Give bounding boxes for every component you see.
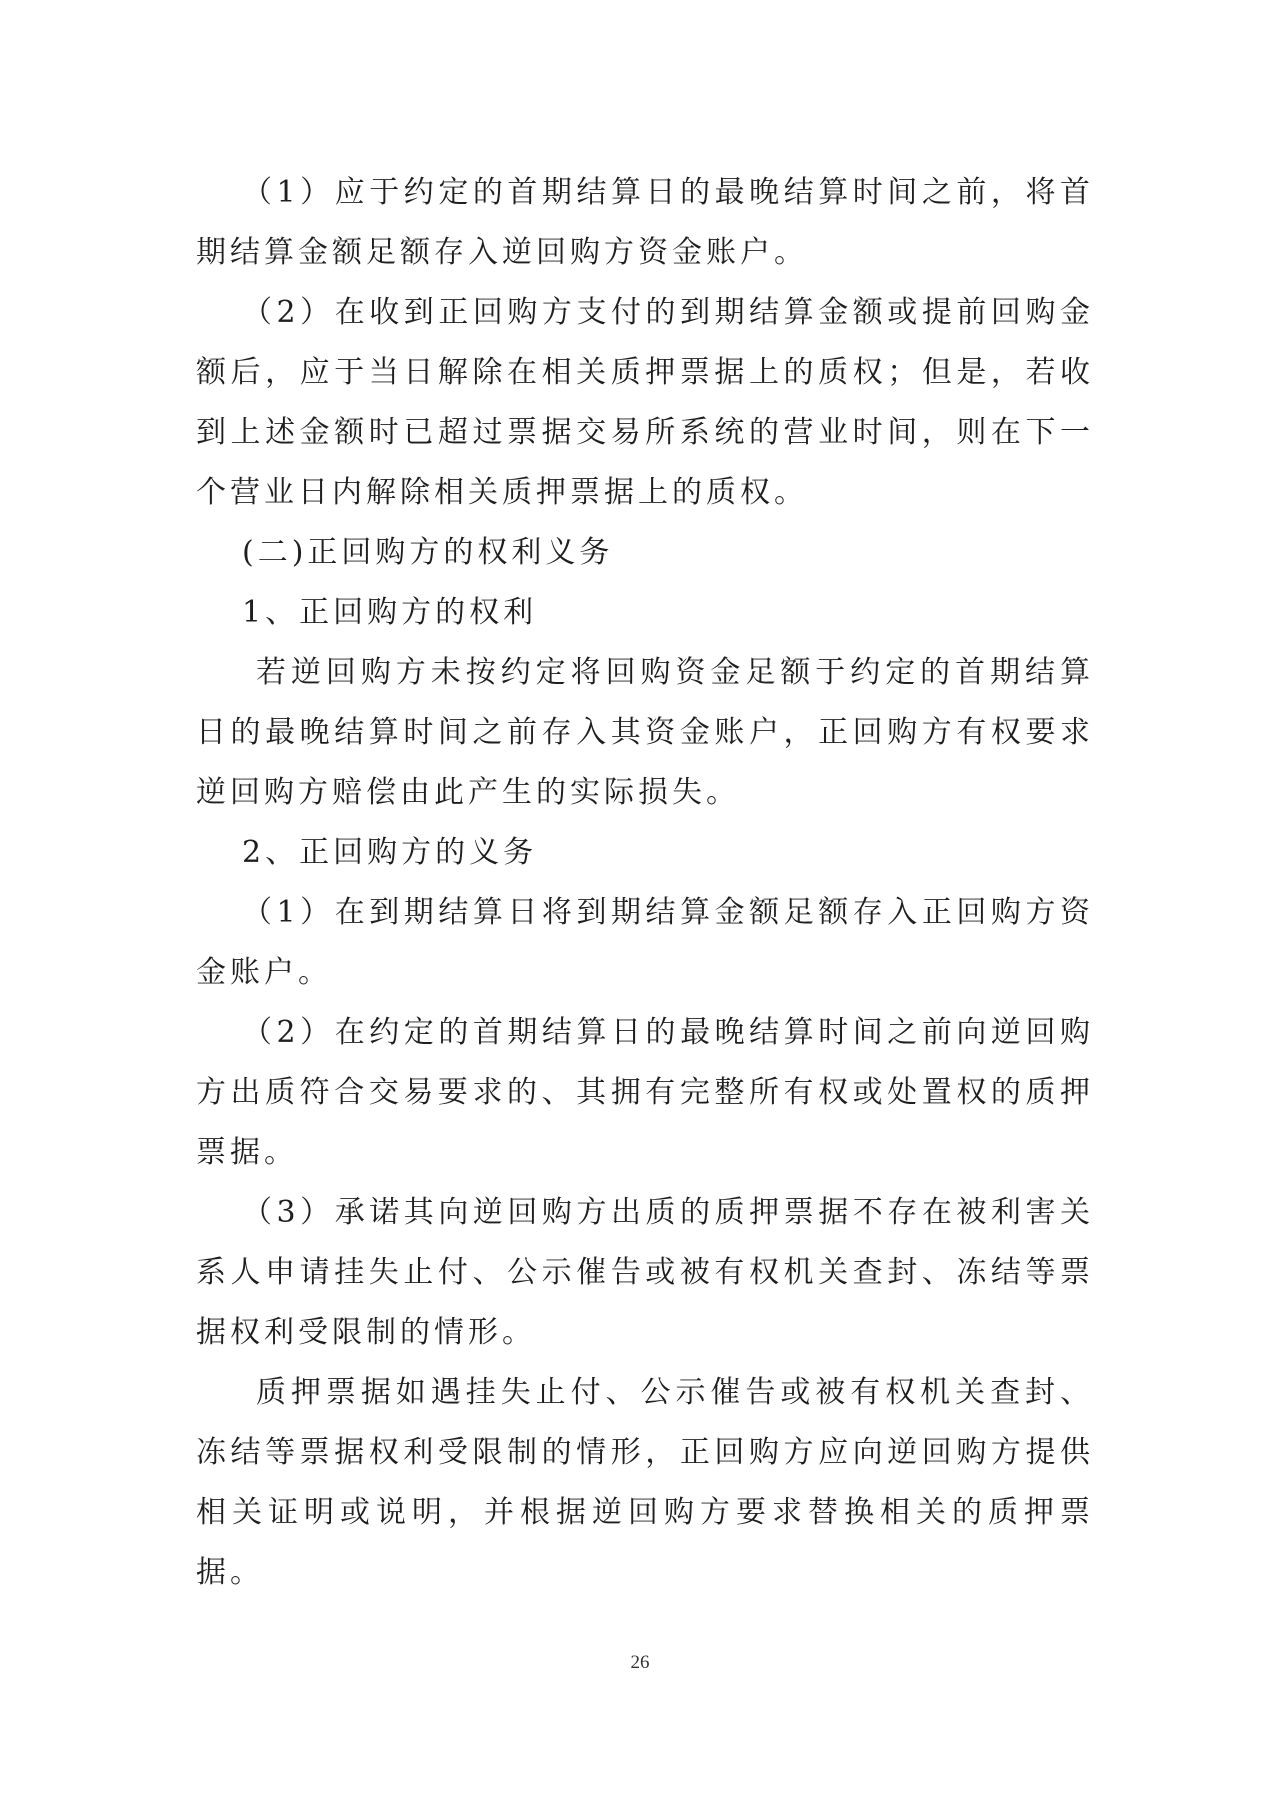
paragraph-first-settlement-obligation: （1）应于约定的首期结算日的最晚结算时间之前，将首期结算金额足额存入逆回购方资金账户。 bbox=[196, 175, 1094, 270]
subheading-repo-party-rights: 1、正回购方的权利 bbox=[242, 595, 538, 630]
paragraph-release-pledge: （2）在收到正回购方支付的到期结算金额或提前回购金额后，应于当日解除在相关质押票据上的质权；但是，若收到上述金额时已超过票据交易所系统的营业时间，则在下一个营业日内解除相关质押票据上的质权。 bbox=[196, 295, 1094, 510]
document-body bbox=[196, 163, 1094, 1603]
page-number: 26 bbox=[630, 1652, 650, 1673]
paragraph-pledge-bills: （2）在约定的首期结算日的最晚结算时间之前向逆回购方出质符合交易要求的、其拥有完整所有权或处置权的质押票据。 bbox=[196, 1015, 1094, 1170]
paragraph-replace-pledge: 质押票据如遇挂失止付、公示催告或被有权机关查封、冻结等票据权利受限制的情形，正回购方应向逆回购方提供相关证明或说明，并根据逆回购方要求替换相关的质押票据。 bbox=[196, 1375, 1094, 1590]
paragraph-maturity-settlement: （1）在到期结算日将到期结算金额足额存入正回购方资金账户。 bbox=[196, 895, 1094, 990]
paragraph-compensation-right: 若逆回购方未按约定将回购资金足额于约定的首期结算日的最晚结算时间之前存入其资金账户，正回购方有权要求逆回购方赔偿由此产生的实际损失。 bbox=[196, 655, 1094, 810]
paragraph-pledge-commitment: （3）承诺其向逆回购方出质的质押票据不存在被利害关系人申请挂失止付、公示催告或被有权机关查封、冻结等票据权利受限制的情形。 bbox=[196, 1195, 1094, 1350]
section-heading-repo-party-rights-obligations: (二)正回购方的权利义务 bbox=[242, 535, 614, 570]
subheading-repo-party-obligations: 2、正回购方的义务 bbox=[242, 835, 538, 870]
